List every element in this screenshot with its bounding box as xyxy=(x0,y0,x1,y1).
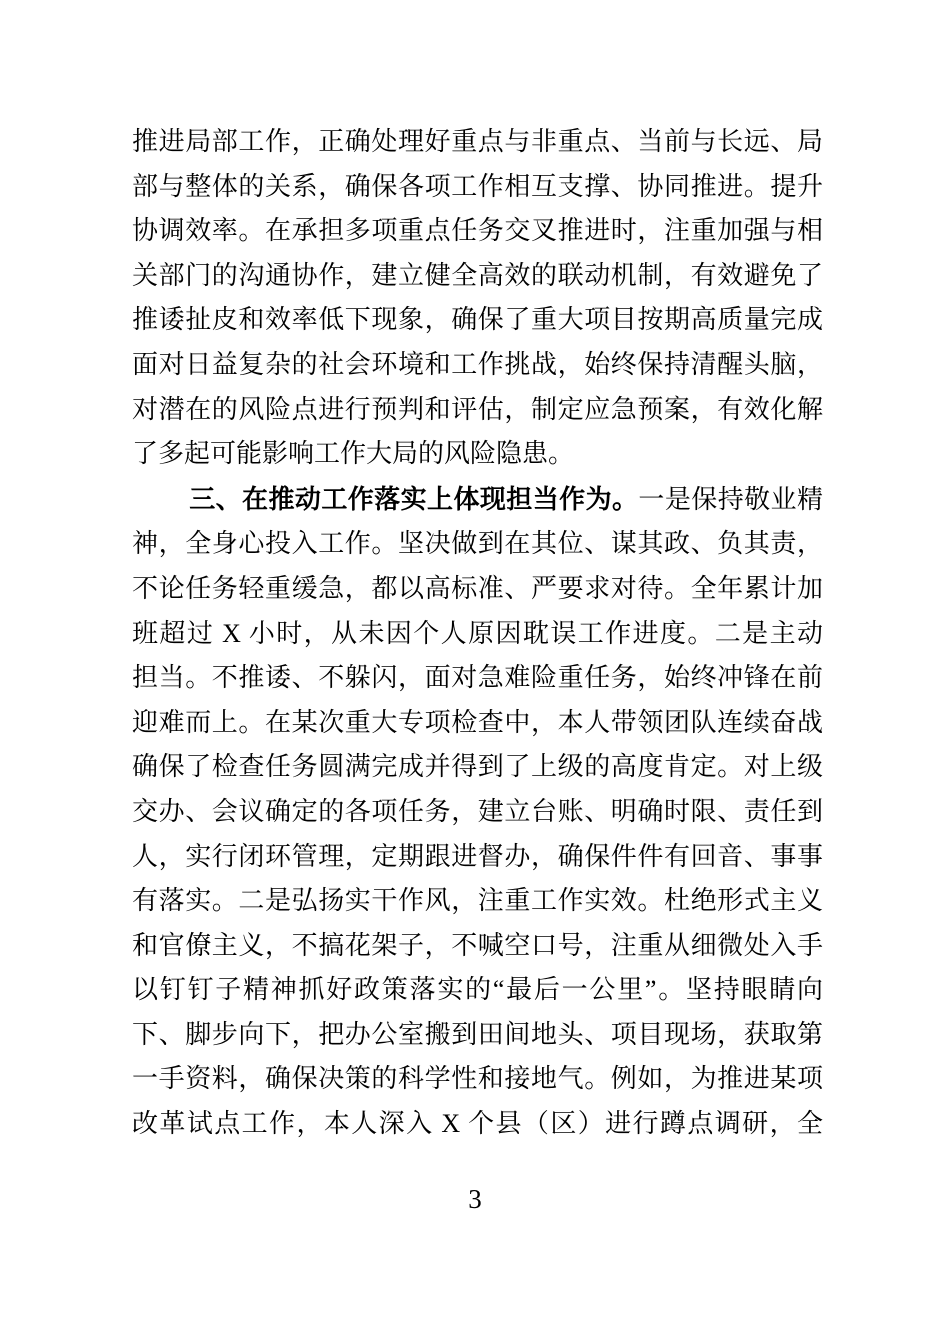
text-line: 担当。不推诿、不躲闪，面对急难险重任务，始终冲锋在前 xyxy=(132,663,823,693)
text-line: 了多起可能影响工作大局的风险隐患。 xyxy=(132,439,575,469)
text-line: 改革试点工作，本人深入 X 个县（区）进行蹲点调研，全 xyxy=(132,1109,823,1139)
document-body xyxy=(132,120,823,1147)
text-line: 部与整体的关系，确保各项工作相互支撑、协同推进。提升 xyxy=(132,171,823,201)
paragraph-2 xyxy=(132,477,823,1147)
text-line: 人，实行闭环管理，定期跟进督办，确保件件有回音、事事 xyxy=(132,841,823,871)
paragraph-1 xyxy=(132,120,823,477)
section-heading: 三、在推动工作落实上体现担当作为。 xyxy=(189,483,639,514)
text-line: 对潜在的风险点进行预判和评估，制定应急预案，有效化解 xyxy=(132,394,823,424)
text-line: 关部门的沟通协作，建立健全高效的联动机制，有效避免了 xyxy=(132,260,823,290)
text-line: 交办、会议确定的各项任务，建立台账、明确时限、责任到 xyxy=(132,796,823,826)
text-line: 以钉钉子精神抓好政策落实的“最后一公里”。坚持眼睛向 xyxy=(132,975,823,1005)
text-line: 推进局部工作，正确处理好重点与非重点、当前与长远、局 xyxy=(132,127,823,156)
text-line: 不论任务轻重缓急，都以高标准、严要求对待。全年累计加 xyxy=(132,573,823,603)
text-line: 神，全身心投入工作。坚决做到在其位、谋其政、负其责， xyxy=(132,529,823,559)
text-line xyxy=(132,477,823,523)
text-line: 面对日益复杂的社会环境和工作挑战，始终保持清醒头脑， xyxy=(132,349,823,379)
text-line: 有落实。二是弘扬实干作风，注重工作实效。杜绝形式主义 xyxy=(132,886,823,916)
text-line: 迎难而上。在某次重大专项检查中，本人带领团队连续奋战 xyxy=(132,707,823,737)
text-line: 推诿扯皮和效率低下现象，确保了重大项目按期高质量完成 xyxy=(132,305,823,335)
text-line: 一手资料，确保决策的科学性和接地气。例如，为推进某项 xyxy=(132,1064,823,1094)
section-heading-tail: 一是保持敬业精 xyxy=(638,484,823,514)
page-number: 3 xyxy=(468,1184,482,1214)
text-line: 和官僚主义，不搞花架子，不喊空口号，注重从细微处入手 xyxy=(132,930,823,960)
text-line: 协调效率。在承担多项重点任务交叉推进时，注重加强与相 xyxy=(132,216,823,246)
text-line: 下、脚步向下，把办公室搬到田间地头、项目现场，获取第 xyxy=(132,1019,823,1049)
text-line: 确保了检查任务圆满完成并得到了上级的高度肯定。对上级 xyxy=(132,752,823,782)
text-line: 班超过 X 小时，从未因个人原因耽误工作进度。二是主动 xyxy=(132,618,823,648)
